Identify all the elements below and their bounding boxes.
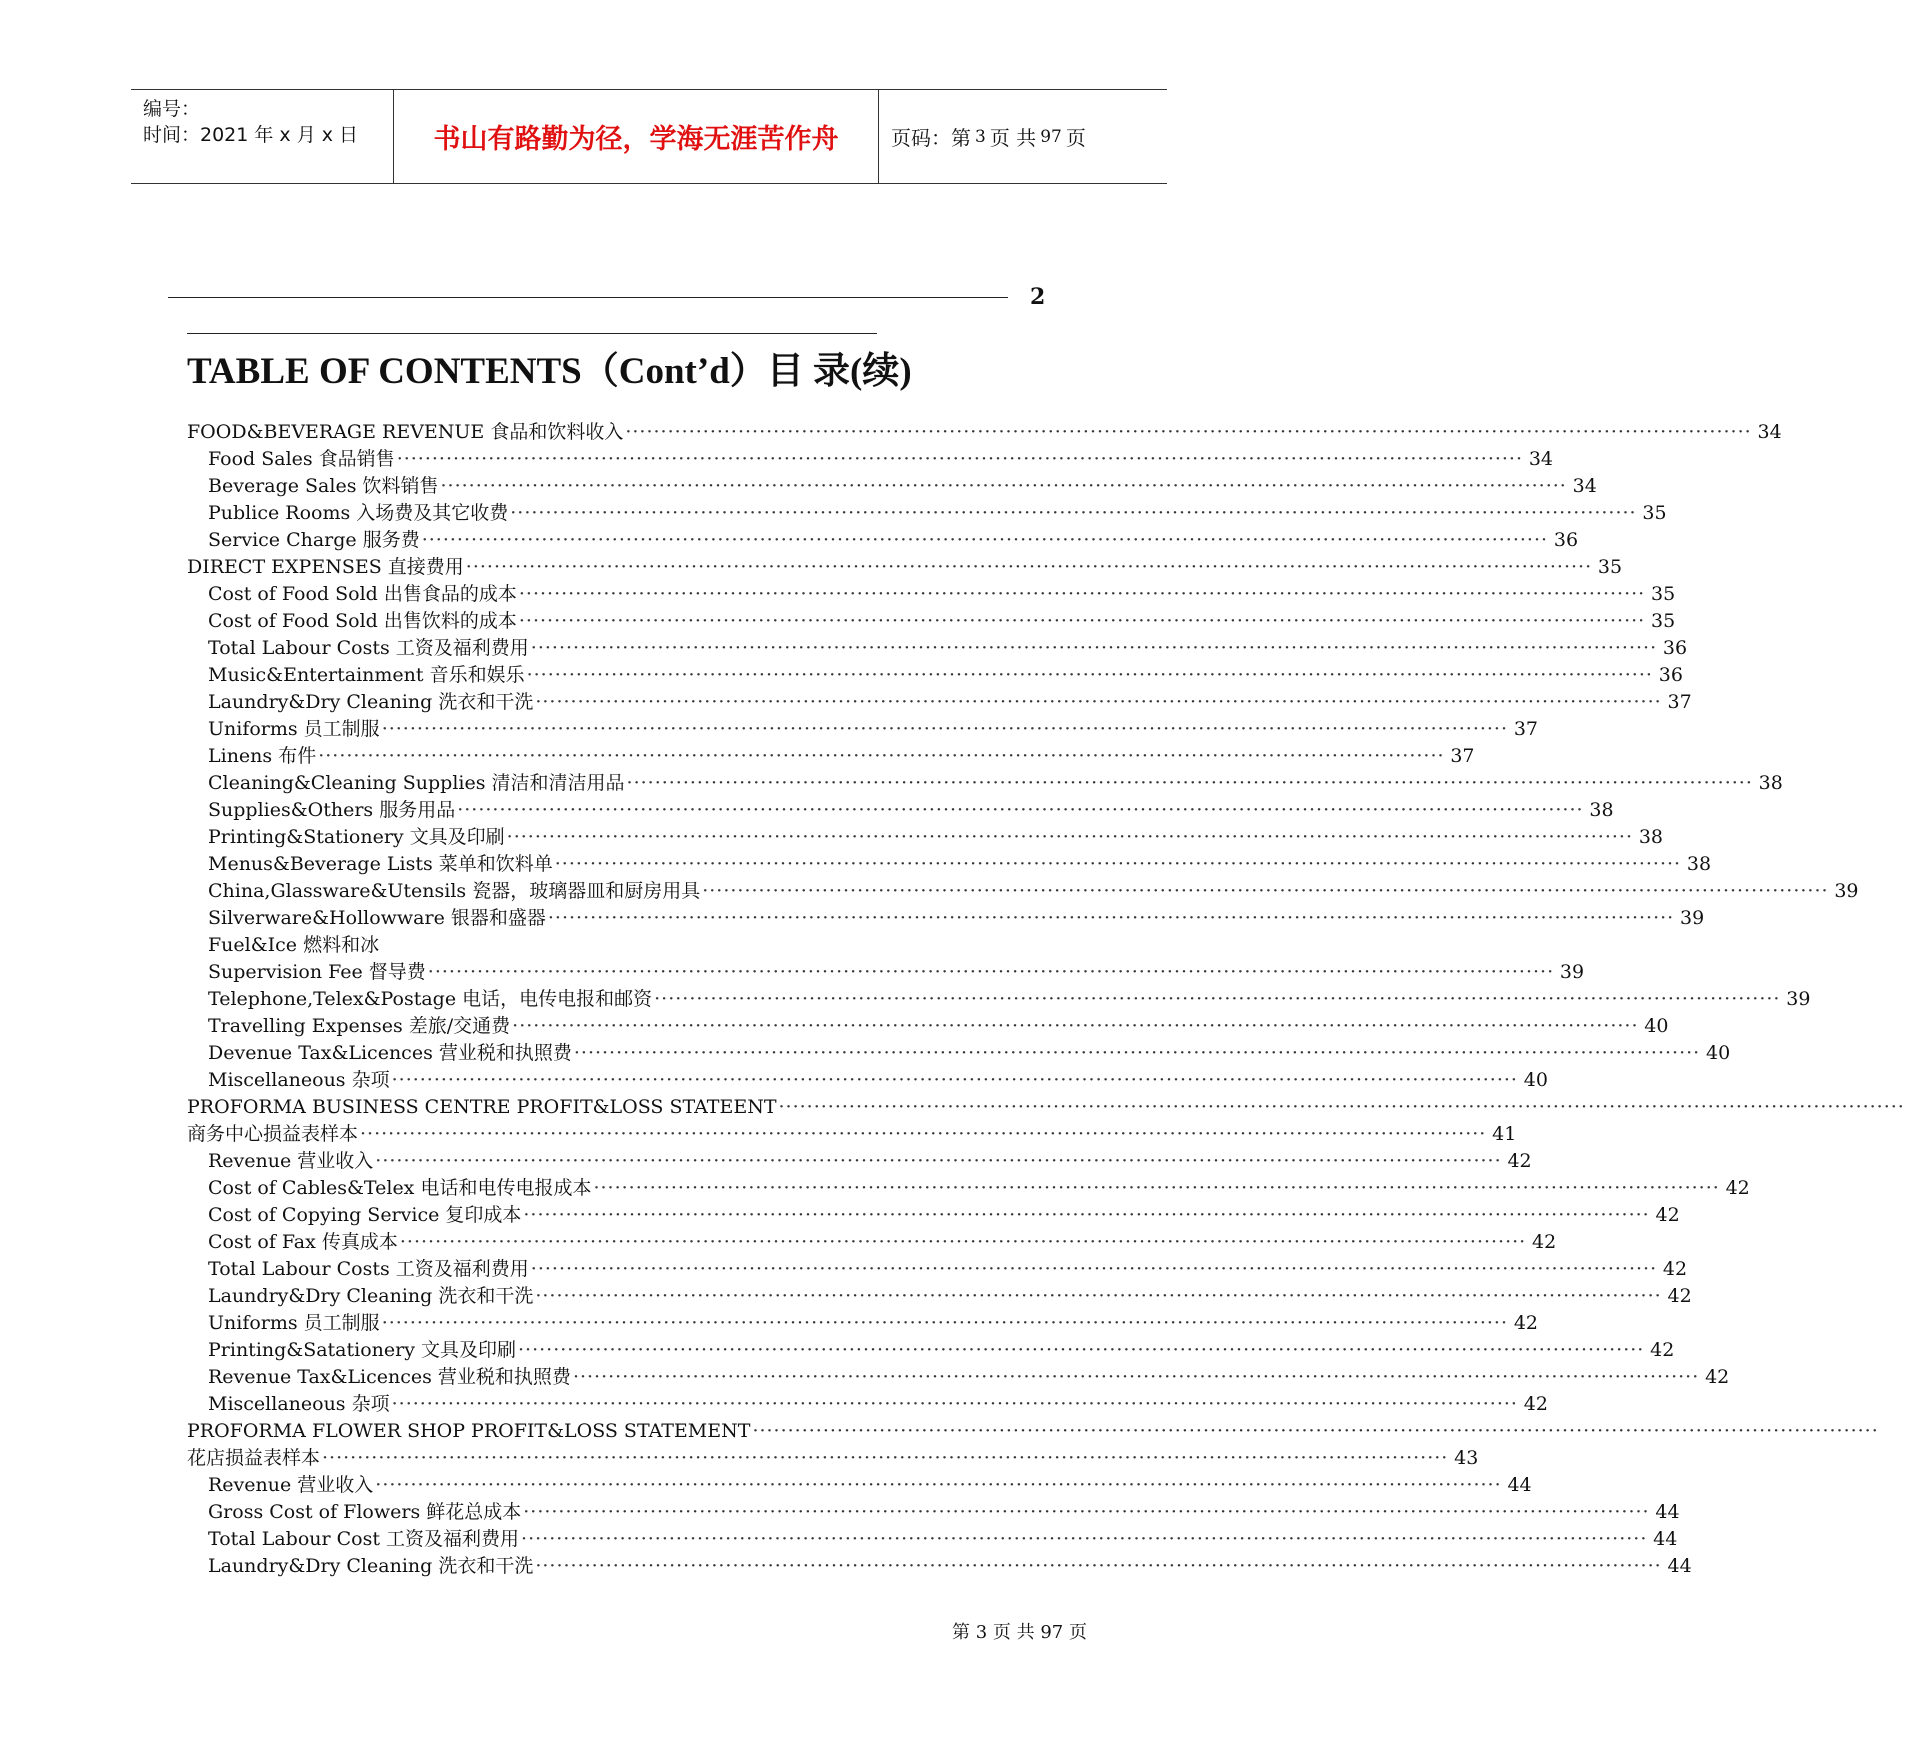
toc-leader-dots: ································································································································································ xyxy=(322,1447,1449,1469)
toc-entry-page: 34 xyxy=(1528,448,1554,470)
toc-entry-page: 43 xyxy=(1454,1447,1479,1469)
toc-entry[interactable] xyxy=(187,419,1782,446)
toc-leader-dots: ································································································································································ xyxy=(526,664,1653,686)
toc-leader-dots: ································································································································································ xyxy=(702,880,1829,902)
toc-entry[interactable] xyxy=(208,527,1579,554)
toc-entry[interactable] xyxy=(208,1148,1532,1175)
toc-entry-label: Publice Rooms 入场费及其它收费 xyxy=(208,502,509,524)
toc-entry[interactable] xyxy=(208,446,1554,473)
page-current: 3 xyxy=(975,126,986,147)
toc-entry-label: Cost of Copying Service 复印成本 xyxy=(208,1204,522,1226)
title-divider xyxy=(187,333,877,334)
toc-entry-page: 39 xyxy=(1834,880,1859,902)
toc-entry-page: 40 xyxy=(1523,1069,1548,1091)
toc-entry-page: 39 xyxy=(1559,961,1585,983)
toc-entry[interactable] xyxy=(208,1229,1557,1256)
toc-leader-dots: ································································································································································ xyxy=(523,1204,1650,1226)
toc-entry-page: 41 xyxy=(1492,1123,1517,1145)
toc-entry[interactable] xyxy=(208,635,1688,662)
toc-leader-dots: ································································································································································ xyxy=(625,421,1752,443)
toc-entry-label: Cleaning&Cleaning Supplies 清洁和清洁用品 xyxy=(208,772,625,794)
toc-entry-label: FOOD&BEVERAGE REVENUE 食品和饮料收入 xyxy=(187,421,624,443)
toc-entry[interactable] xyxy=(208,986,1811,1013)
toc-entry-label: DIRECT EXPENSES 直接费用 xyxy=(187,556,464,578)
toc-entry-page: 42 xyxy=(1523,1393,1548,1415)
toc-entry[interactable] xyxy=(208,1472,1532,1499)
toc-entry[interactable] xyxy=(208,1013,1669,1040)
toc-entry-label: Cost of Cables&Telex 电话和电传电报成本 xyxy=(208,1177,592,1199)
toc-entry-label: Cost of Fax 传真成本 xyxy=(208,1231,398,1253)
toc-leader-dots: ································································································································································ xyxy=(512,1015,1639,1037)
toc-leader-dots: ································································································································································ xyxy=(381,1312,1509,1334)
toc-entry-page: 42 xyxy=(1725,1177,1750,1199)
toc-entry[interactable] xyxy=(208,1391,1548,1418)
toc-leader-dots: ································································································································································ xyxy=(375,1474,1502,1496)
section-page-number: 2 xyxy=(1030,284,1046,310)
toc-entry-page: 40 xyxy=(1706,1042,1731,1064)
toc-entry-page: 37 xyxy=(1513,718,1539,740)
toc-leader-dots: ································································································································································ xyxy=(530,1258,1658,1280)
page-footer: 第 3 页 共 97 页 xyxy=(952,1622,1087,1643)
toc-entry-page: 42 xyxy=(1507,1150,1532,1172)
toc-entry-page: 44 xyxy=(1667,1555,1692,1577)
header-table xyxy=(131,89,1167,184)
toc-entry[interactable] xyxy=(208,1364,1730,1391)
toc-leader-dots: ································································································································································ xyxy=(593,1177,1720,1199)
toc-entry-label: Total Labour Cost 工资及福利费用 xyxy=(208,1528,520,1550)
toc-entry-label: Cost of Food Sold 出售食品的成本 xyxy=(208,583,517,605)
header-motto: 书山有路勤为径，学海无涯苦作舟 xyxy=(394,90,879,183)
top-divider xyxy=(168,297,1008,298)
toc-entry-label: Laundry&Dry Cleaning 洗衣和干洗 xyxy=(208,1555,534,1577)
toc-entry-page: 37 xyxy=(1667,691,1692,713)
toc-entry[interactable] xyxy=(208,878,1859,905)
toc-entry[interactable] xyxy=(187,1121,1517,1148)
toc-entry-page: 39 xyxy=(1680,907,1705,929)
toc-entry-label: Music&Entertainment 音乐和娱乐 xyxy=(208,664,525,686)
toc-entry[interactable] xyxy=(208,608,1676,635)
header-info-cell xyxy=(131,90,394,183)
page-suffix: 页 xyxy=(1065,126,1086,150)
toc-entry[interactable] xyxy=(187,1094,1905,1121)
toc-entry-label: 花店损益表样本 xyxy=(187,1447,321,1469)
toc-leader-dots: ································································································································································ xyxy=(375,1150,1502,1172)
toc-entry-label: Miscellaneous 杂项 xyxy=(208,1069,390,1091)
toc-entry[interactable] xyxy=(187,1445,1479,1472)
toc-entry[interactable] xyxy=(208,1067,1548,1094)
toc-entry-page: 35 xyxy=(1642,502,1667,524)
toc-leader-dots: ································································································································································ xyxy=(391,1393,1518,1415)
toc-leader-dots: ································································································································································ xyxy=(573,1042,1701,1064)
toc-entry-page: 36 xyxy=(1658,664,1683,686)
toc-leader-dots: ································································································································································ xyxy=(626,772,1753,794)
toc-entry-label: Revenue 营业收入 xyxy=(208,1150,374,1172)
toc-entry-page: 38 xyxy=(1589,799,1614,821)
toc-entry[interactable] xyxy=(208,1175,1750,1202)
toc-entry-page: 44 xyxy=(1507,1474,1532,1496)
toc-entry-label: Total Labour Costs 工资及福利费用 xyxy=(208,637,529,659)
toc-leader-dots: ································································································································································ xyxy=(506,826,1633,848)
toc-entry[interactable] xyxy=(208,905,1705,932)
toc-leader-dots: ································································································································································ xyxy=(521,1528,1648,1550)
page-mid: 页 共 xyxy=(989,126,1037,150)
toc-leader-dots: ································································································································································ xyxy=(572,1366,1700,1388)
toc-entry-label: Printing&Satationery 文具及印刷 xyxy=(208,1339,516,1361)
toc-entry[interactable] xyxy=(208,1256,1688,1283)
toc-entry-page: 36 xyxy=(1662,637,1688,659)
toc-leader-dots: ································································································································································ xyxy=(654,988,1781,1010)
toc-leader-dots: ································································································································································ xyxy=(535,691,1662,713)
toc-leader-dots: ································································································································································ xyxy=(421,529,1549,551)
toc-entry-page: 39 xyxy=(1786,988,1811,1010)
toc-entry-label: Travelling Expenses 差旅/交通费 xyxy=(208,1015,511,1037)
toc-entry-page: 34 xyxy=(1572,475,1597,497)
toc-entry[interactable] xyxy=(208,932,1040,959)
toc-entry-page: 34 xyxy=(1757,421,1782,443)
toc-leader-dots: ································································································································································ xyxy=(318,745,1445,767)
toc-entry[interactable] xyxy=(208,1499,1680,1526)
toc-entry-label: Cost of Food Sold 出售饮料的成本 xyxy=(208,610,517,632)
toc-entry-label: Printing&Stationery 文具及印刷 xyxy=(208,826,505,848)
page-title: TABLE OF CONTENTS（Cont’d）目 录(续) xyxy=(187,351,912,392)
toc-entry-label: Fuel&Ice 燃料和冰 xyxy=(208,934,380,956)
toc-entry-label: Linens 布件 xyxy=(208,745,317,767)
toc-leader-dots: ································································································································································ xyxy=(518,610,1646,632)
toc-entry[interactable] xyxy=(208,770,1783,797)
toc-entry-label: Service Charge 服务费 xyxy=(208,529,420,551)
toc-leader-dots: ································································································································································ xyxy=(547,907,1675,929)
toc-leader-dots: ································································································································································ xyxy=(535,1285,1662,1307)
toc-leader-dots: ································································································································································ xyxy=(396,448,1524,470)
toc-entry-page: 40 xyxy=(1644,1015,1669,1037)
toc-entry-page: 44 xyxy=(1653,1528,1678,1550)
toc-entry-label: Laundry&Dry Cleaning 洗衣和干洗 xyxy=(208,691,534,713)
toc-entry-label: Food Sales 食品销售 xyxy=(208,448,395,470)
toc-entry-page: 35 xyxy=(1651,583,1676,605)
toc-entry[interactable] xyxy=(208,1283,1692,1310)
toc-leader-dots: ································································································································································ xyxy=(518,1339,1645,1361)
toc-entry[interactable] xyxy=(208,689,1692,716)
toc-entry-label: Revenue 营业收入 xyxy=(208,1474,374,1496)
toc-entry[interactable] xyxy=(187,1418,1879,1445)
toc-entry-label: Beverage Sales 饮料销售 xyxy=(208,475,439,497)
toc-leader-dots: ································································································································································ xyxy=(554,853,1682,875)
toc-leader-dots: ································································································································································ xyxy=(518,583,1646,605)
toc-entry-page: 42 xyxy=(1655,1204,1680,1226)
toc-entry[interactable] xyxy=(208,1040,1731,1067)
toc-leader-dots: ································································································································································ xyxy=(440,475,1567,497)
document-time-label: 时间：2021 年 x 月 x 日 xyxy=(143,124,359,146)
toc-entry-page: 42 xyxy=(1667,1285,1692,1307)
toc-entry-page: 42 xyxy=(1662,1258,1688,1280)
toc-entry-label: Supervision Fee 督导费 xyxy=(208,961,426,983)
toc-entry[interactable] xyxy=(208,743,1475,770)
toc-entry[interactable] xyxy=(208,851,1712,878)
toc-leader-dots: ································································································································································ xyxy=(391,1069,1518,1091)
toc-entry-page: 42 xyxy=(1513,1312,1539,1334)
toc-entry[interactable] xyxy=(208,581,1676,608)
toc-entry-page: 42 xyxy=(1532,1231,1557,1253)
header-page-indicator xyxy=(891,90,1086,183)
toc-entry[interactable] xyxy=(208,1553,1692,1580)
toc-entry-label: 商务中心损益表样本 xyxy=(187,1123,359,1145)
page-prefix: 页码：第 xyxy=(891,126,971,150)
toc-leader-dots: ································································································································································ xyxy=(399,1231,1527,1253)
toc-leader-dots: ································································································································································ xyxy=(381,718,1509,740)
toc-entry-page: 35 xyxy=(1597,556,1623,578)
toc-entry-label: Supplies&Others 服务用品 xyxy=(208,799,456,821)
toc-entry-label: Devenue Tax&Licences 营业税和执照费 xyxy=(208,1042,572,1064)
page-total: 97 xyxy=(1040,126,1062,147)
toc-leader-dots: ································································································································································ xyxy=(510,502,1637,524)
toc-entry-page: 38 xyxy=(1638,826,1663,848)
toc-entry-label: Miscellaneous 杂项 xyxy=(208,1393,390,1415)
toc-leader-dots: ································································································································································ xyxy=(752,1420,1879,1442)
toc-entry[interactable] xyxy=(208,1337,1675,1364)
toc-entry-label: Telephone,Telex&Postage 电话，电传电报和邮资 xyxy=(208,988,653,1010)
toc-entry[interactable] xyxy=(208,1202,1680,1229)
toc-leader-dots: ································································································································································ xyxy=(427,961,1555,983)
toc-leader-dots: ································································································································································ xyxy=(530,637,1658,659)
toc-leader-dots: ································································································································································ xyxy=(523,1501,1650,1523)
toc-entry-label: PROFORMA FLOWER SHOP PROFIT&LOSS STATEMENT xyxy=(187,1420,751,1442)
toc-leader-dots: ································································································································································ xyxy=(465,556,1593,578)
toc-leader-dots: ································································································································································ xyxy=(778,1096,1905,1118)
toc-entry-page: 38 xyxy=(1686,853,1712,875)
toc-entry-page: 42 xyxy=(1705,1366,1730,1388)
toc-entry[interactable] xyxy=(187,554,1623,581)
toc-entry[interactable] xyxy=(208,716,1539,743)
toc-entry-page: 35 xyxy=(1651,610,1676,632)
toc-entry[interactable] xyxy=(208,500,1667,527)
toc-entry-page: 37 xyxy=(1450,745,1475,767)
toc-entry-page: 44 xyxy=(1655,1501,1680,1523)
toc-entry-label: Laundry&Dry Cleaning 洗衣和干洗 xyxy=(208,1285,534,1307)
toc-entry-label: Menus&Beverage Lists 菜单和饮料单 xyxy=(208,853,553,875)
toc-entry-page: 36 xyxy=(1553,529,1579,551)
toc-entry-page: 38 xyxy=(1758,772,1783,794)
toc-entry-label: Uniforms 员工制服 xyxy=(208,718,380,740)
toc-entry[interactable] xyxy=(208,662,1683,689)
toc-entry-label: Revenue Tax&Licences 营业税和执照费 xyxy=(208,1366,571,1388)
toc-entry-label: Silverware&Hollowware 银器和盛器 xyxy=(208,907,546,929)
toc-leader-dots: ································································································································································ xyxy=(360,1123,1487,1145)
toc-entry-label: Total Labour Costs 工资及福利费用 xyxy=(208,1258,529,1280)
toc-entry-label: China,Glassware&Utensils 瓷器，玻璃器皿和厨房用具 xyxy=(208,880,701,902)
toc-entry-label: PROFORMA BUSINESS CENTRE PROFIT&LOSS STATEENT xyxy=(187,1096,777,1118)
toc-entry[interactable] xyxy=(208,473,1597,500)
toc-entry-page: 42 xyxy=(1650,1339,1675,1361)
toc-leader-dots: ································································································································································ xyxy=(457,799,1584,821)
toc-leader-dots: ································································································································································ xyxy=(535,1555,1662,1577)
document-number-label: 编号： xyxy=(143,98,201,120)
toc-entry[interactable] xyxy=(208,824,1663,851)
toc-entry[interactable] xyxy=(208,797,1614,824)
toc-entry-label: Gross Cost of Flowers 鲜花总成本 xyxy=(208,1501,522,1523)
toc-entry[interactable] xyxy=(208,959,1585,986)
toc-entry[interactable] xyxy=(208,1310,1539,1337)
toc-entry[interactable] xyxy=(208,1526,1678,1553)
toc-entry-label: Uniforms 员工制服 xyxy=(208,1312,380,1334)
